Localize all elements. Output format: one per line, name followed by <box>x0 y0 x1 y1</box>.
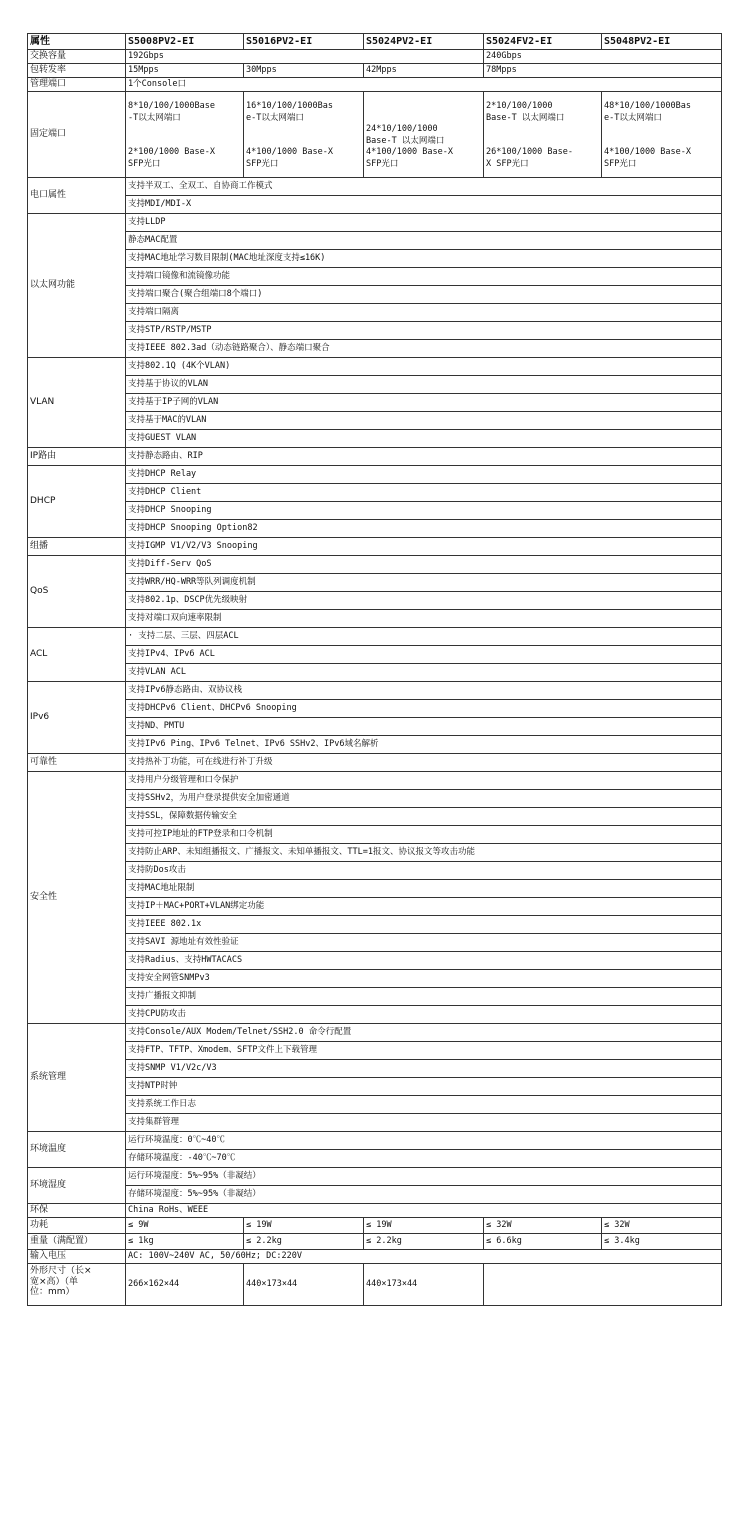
row-feature-group <box>28 1168 722 1204</box>
feature-line: 支持LLDP <box>126 214 721 232</box>
row-label: 外形尺寸（长× 宽×高）（单 位：mm） <box>28 1264 126 1306</box>
value-cell <box>126 1132 722 1168</box>
row-weight <box>28 1234 722 1250</box>
value-cell <box>126 214 722 358</box>
row-label: 可靠性 <box>28 754 126 772</box>
row-label: 功耗 <box>28 1218 126 1234</box>
value-cell: ≤ 6.6kg <box>484 1234 602 1250</box>
row-voltage <box>28 1250 722 1264</box>
value-cell <box>126 1024 722 1132</box>
row-feature-group <box>28 1132 722 1168</box>
feature-line: 支持Console/AUX Modem/Telnet/SSH2.0 命令行配置 <box>126 1024 721 1042</box>
row-label: ACL <box>28 628 126 682</box>
feature-line: 支持静态路由、RIP <box>128 451 203 461</box>
feature-line: 支持VLAN ACL <box>128 667 186 677</box>
feature-line: · 支持二层、三层、四层ACL <box>126 628 721 646</box>
row-label: IPv6 <box>28 682 126 754</box>
row-label: 管理端口 <box>28 78 126 92</box>
feature-line: 支持防止ARP、未知组播报文、广播报文、未知单播报文、TTL=1报文、协议报文等攻击功能 <box>126 844 721 862</box>
row-mgmt-port <box>28 78 722 92</box>
feature-line: 支持广播报文抑制 <box>126 988 721 1006</box>
value-cell: AC: 100V~240V AC, 50/60Hz; DC:220V <box>126 1250 722 1264</box>
value-cell: 78Mpps <box>484 64 722 78</box>
value-cell: 240Gbps <box>484 50 722 64</box>
value-cell: 192Gbps <box>126 50 484 64</box>
value-cell <box>126 682 722 754</box>
row-label: IP路由 <box>28 448 126 466</box>
feature-line: 存储环境温度：-40℃~70℃ <box>128 1153 236 1163</box>
value-cell <box>126 1168 722 1204</box>
value-cell <box>126 772 722 1024</box>
feature-line: 支持用户分级管理和口令保护 <box>126 772 721 790</box>
value-cell: ≤ 9W <box>126 1218 244 1234</box>
feature-line: 支持MDI/MDI-X <box>128 199 192 209</box>
feature-line: 运行环境温度：0℃~40℃ <box>126 1132 721 1150</box>
header-cell: S5008PV2-EI <box>126 34 244 50</box>
feature-line: 支持IEEE 802.3ad（动态链路聚合）、静态端口聚合 <box>128 343 330 353</box>
row-feature-group <box>28 448 722 466</box>
header-cell: S5016PV2-EI <box>244 34 364 50</box>
row-label: 交换容量 <box>28 50 126 64</box>
value-cell <box>484 1264 722 1306</box>
feature-line: 支持防Dos攻击 <box>126 862 721 880</box>
feature-line: 支持SAVI 源地址有效性验证 <box>126 934 721 952</box>
value-cell: 2*10/100/1000 Base-T 以太网端口 26*100/1000 Base- X SFP光口 <box>484 92 602 178</box>
feature-line: 支持DHCP Snooping Option82 <box>128 523 258 533</box>
value-cell: ≤ 19W <box>244 1218 364 1234</box>
value-cell <box>126 538 722 556</box>
header-cell: 属性 <box>28 34 126 50</box>
value-cell <box>126 754 722 772</box>
value-cell: 30Mpps <box>244 64 364 78</box>
value-cell: 48*10/100/1000Bas e-T以太网端口 4*100/1000 Base-X SFP光口 <box>602 92 722 178</box>
row-switching-capacity <box>28 50 722 64</box>
feature-line: 支持SSHv2，为用户登录提供安全加密通道 <box>126 790 721 808</box>
row-feature-group <box>28 754 722 772</box>
header-row <box>28 34 722 50</box>
feature-line: 支持可控IP地址的FTP登录和口令机制 <box>126 826 721 844</box>
row-feature-group <box>28 682 722 754</box>
feature-line: 支持IPv4、IPv6 ACL <box>126 646 721 664</box>
row-label: 以太网功能 <box>28 214 126 358</box>
feature-line: 支持IP＋MAC+PORT+VLAN绑定功能 <box>126 898 721 916</box>
spec-table <box>27 33 722 1306</box>
feature-line: 支持IEEE 802.1x <box>126 916 721 934</box>
value-cell: ≤ 2.2kg <box>364 1234 484 1250</box>
value-cell: China RoHs、WEEE <box>126 1204 722 1218</box>
row-label: QoS <box>28 556 126 628</box>
value-cell: 16*10/100/1000Bas e-T以太网端口 4*100/1000 Base-X SFP光口 <box>244 92 364 178</box>
row-label: 组播 <box>28 538 126 556</box>
feature-line: 支持基于协议的VLAN <box>126 376 721 394</box>
value-cell: ≤ 19W <box>364 1218 484 1234</box>
header-cell: S5024PV2-EI <box>364 34 484 50</box>
value-cell <box>126 466 722 538</box>
feature-line: 支持半双工、全双工、自协商工作模式 <box>126 178 721 196</box>
feature-line: 支持ND、PMTU <box>126 718 721 736</box>
row-feature-group <box>28 772 722 1024</box>
row-label: 电口属性 <box>28 178 126 214</box>
value-cell <box>126 358 722 448</box>
row-env <box>28 1204 722 1218</box>
feature-line: 支持基于IP子网的VLAN <box>126 394 721 412</box>
value-cell: 1个Console口 <box>126 78 722 92</box>
header-cell: S5024FV2-EI <box>484 34 602 50</box>
row-dimensions <box>28 1264 722 1306</box>
row-label: 环保 <box>28 1204 126 1218</box>
value-cell: 8*10/100/1000Base -T以太网端口 2*100/1000 Base-X SFP光口 <box>126 92 244 178</box>
feature-line: 支持DHCP Client <box>126 484 721 502</box>
row-feature-group <box>28 538 722 556</box>
feature-groups <box>28 178 722 1204</box>
feature-line: 支持集群管理 <box>128 1117 180 1127</box>
feature-line: 支持802.1p、DSCP优先级映射 <box>126 592 721 610</box>
row-label: 环境湿度 <box>28 1168 126 1204</box>
row-feature-group <box>28 466 722 538</box>
value-cell: 24*10/100/1000 Base-T 以太网端口 4*100/1000 Base-X SFP光口 <box>364 92 484 178</box>
row-feature-group <box>28 628 722 682</box>
feature-line: 支持MAC地址学习数目限制(MAC地址深度支持≤16K) <box>126 250 721 268</box>
feature-line: 支持对端口双向速率限制 <box>128 613 222 623</box>
value-cell: ≤ 3.4kg <box>602 1234 722 1250</box>
feature-line: 支持DHCP Relay <box>126 466 721 484</box>
feature-line: 运行环境湿度：5%~95%（非凝结） <box>126 1168 721 1186</box>
value-cell: ≤ 1kg <box>126 1234 244 1250</box>
value-cell <box>126 178 722 214</box>
value-cell <box>126 556 722 628</box>
feature-line: 支持基于MAC的VLAN <box>126 412 721 430</box>
header-cell: S5048PV2-EI <box>602 34 722 50</box>
value-cell <box>126 628 722 682</box>
feature-line: 支持系统工作日志 <box>126 1096 721 1114</box>
row-feature-group <box>28 358 722 448</box>
value-cell: 266×162×44 <box>126 1264 244 1306</box>
value-cell: 440×173×44 <box>244 1264 364 1306</box>
feature-line: 支持IPv6静态路由、双协议栈 <box>126 682 721 700</box>
feature-line: 支持端口聚合(聚合组端口8个端口) <box>126 286 721 304</box>
feature-line: 支持Radius、支持HWTACACS <box>126 952 721 970</box>
feature-line: 支持GUEST VLAN <box>128 433 197 443</box>
row-label: VLAN <box>28 358 126 448</box>
feature-line: 支持IPv6 Ping、IPv6 Telnet、IPv6 SSHv2、IPv6域名解析 <box>128 739 379 749</box>
feature-line: 支持Diff-Serv QoS <box>126 556 721 574</box>
row-label: 输入电压 <box>28 1250 126 1264</box>
value-cell <box>126 448 722 466</box>
feature-line: 支持WRR/HQ-WRR等队列调度机制 <box>126 574 721 592</box>
feature-line: 支持SNMP V1/V2c/V3 <box>126 1060 721 1078</box>
feature-line: 支持DHCPv6 Client、DHCPv6 Snooping <box>126 700 721 718</box>
value-cell: 42Mpps <box>364 64 484 78</box>
row-label: 固定端口 <box>28 92 126 178</box>
row-label: 系统管理 <box>28 1024 126 1132</box>
row-forwarding-rate <box>28 64 722 78</box>
row-label: 重量（满配置） <box>28 1234 126 1250</box>
feature-line: 静态MAC配置 <box>126 232 721 250</box>
row-feature-group <box>28 214 722 358</box>
feature-line: 存储环境湿度：5%~95%（非凝结） <box>128 1189 261 1199</box>
value-cell: 15Mpps <box>126 64 244 78</box>
row-label: 安全性 <box>28 772 126 1024</box>
feature-line: 支持CPU防攻击 <box>128 1009 186 1019</box>
row-label: DHCP <box>28 466 126 538</box>
row-feature-group <box>28 556 722 628</box>
feature-line: 支持MAC地址限制 <box>126 880 721 898</box>
row-fixed-ports <box>28 92 722 178</box>
feature-line: 支持NTP时钟 <box>126 1078 721 1096</box>
row-label: 包转发率 <box>28 64 126 78</box>
feature-line: 支持IGMP V1/V2/V3 Snooping <box>128 541 258 551</box>
feature-line: 支持802.1Q (4K个VLAN) <box>126 358 721 376</box>
value-cell: 440×173×44 <box>364 1264 484 1306</box>
feature-line: 支持端口隔离 <box>126 304 721 322</box>
row-feature-group <box>28 178 722 214</box>
feature-line: 支持FTP、TFTP、Xmodem、SFTP文件上下载管理 <box>126 1042 721 1060</box>
row-power <box>28 1218 722 1234</box>
value-cell: ≤ 2.2kg <box>244 1234 364 1250</box>
feature-line: 支持STP/RSTP/MSTP <box>126 322 721 340</box>
feature-line: 支持SSL，保障数据传输安全 <box>126 808 721 826</box>
feature-line: 支持热补丁功能，可在线进行补丁升级 <box>128 757 273 767</box>
row-feature-group <box>28 1024 722 1132</box>
feature-line: 支持安全网管SNMPv3 <box>126 970 721 988</box>
feature-line: 支持端口镜像和流镜像功能 <box>126 268 721 286</box>
feature-line: 支持DHCP Snooping <box>126 502 721 520</box>
value-cell: ≤ 32W <box>484 1218 602 1234</box>
row-label: 环境温度 <box>28 1132 126 1168</box>
value-cell: ≤ 32W <box>602 1218 722 1234</box>
